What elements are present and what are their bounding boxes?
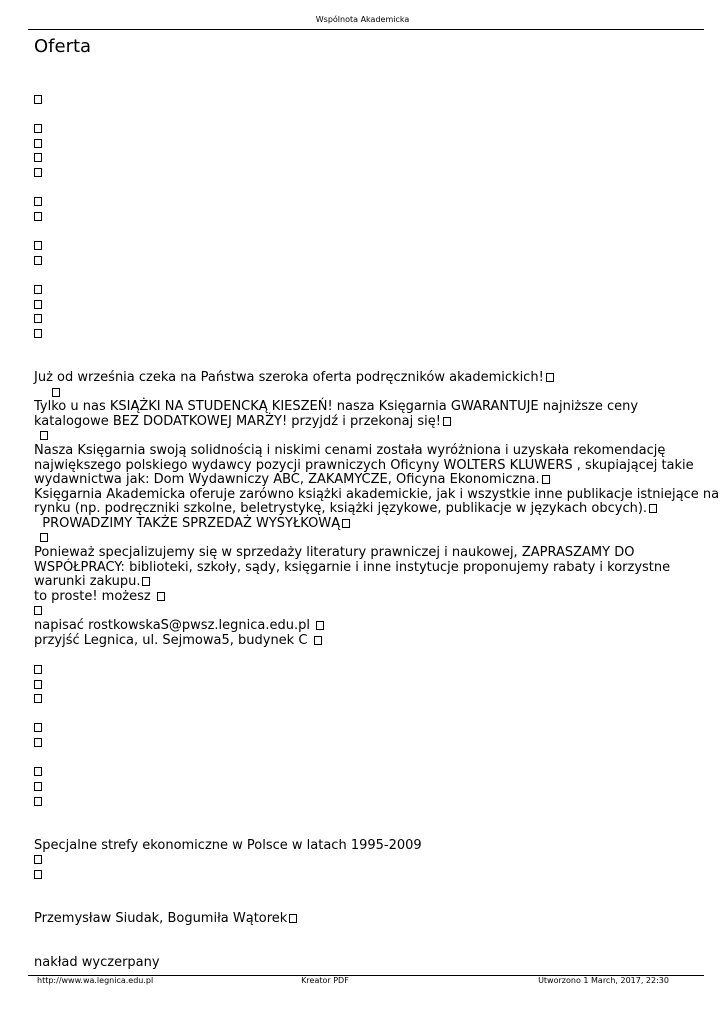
placeholder-glyph [34,150,42,165]
placeholder-glyph [34,253,42,268]
paragraph-line: Ponieważ specjalizujemy się w sprzedaży literatury prawniczej i naukowej, ZAPRASZAMY DO [34,545,635,560]
placeholder-glyph [34,735,42,750]
placeholder-glyph [34,297,42,312]
paragraph-line: warunki zakupu. [34,574,150,589]
paragraph-line: to proste! możesz [34,589,165,604]
email-line: napisać rostkowskaS@pwsz.legnica.edu.pl [34,618,324,633]
placeholder-glyph [34,794,42,809]
placeholder-glyph [34,326,42,341]
placeholder-glyph [34,677,42,692]
address-line: przyjść Legnica, ul. Sejmowa5, budynek C [34,633,322,648]
book-title: Specjalne strefy ekonomiczne w Polsce w latach 1995-2009 [34,838,422,853]
placeholder-glyph [34,764,42,779]
placeholder-glyph [34,209,42,224]
placeholder-glyph [34,852,42,867]
placeholder-glyph [40,530,48,545]
placeholder-glyph [34,779,42,794]
placeholder-glyph [34,92,42,107]
placeholder-glyph [34,121,42,136]
page-header: Wspólnota Akademicka [315,15,410,24]
paragraph-line: Księgarnia Akademicka oferuje zarówno książki akademickie, jak i wszystkie inne publikacje istniejące na [34,487,720,502]
placeholder-glyph [34,136,42,151]
paragraph-line: rynku (np. podręczniki szkolne, beletrystykę, książki językowe, publikacje w językach obcych). [34,501,657,516]
paragraph-line: WSPÓŁPRACY: biblioteki, szkoły, sądy, księgarnie i inne instytucje proponujemy rabaty i korzystne [34,560,671,575]
placeholder-glyph [34,165,42,180]
placeholder-glyph [34,238,42,253]
placeholder-glyph [34,691,42,706]
footer-url: http://www.wa.legnica.edu.pl [37,976,154,985]
placeholder-glyph [34,867,42,882]
footer-created: Utworzono 1 March, 2017, 22:30 [538,976,669,985]
paragraph-line: katalogowe BEZ DODATKOWEJ MARŻY! przyjdź i przekonaj się! [34,414,451,429]
paragraph-line: największego polskiego wydawcy pozycji prawniczych Oficyny WOLTERS KLUWERS , skupiającej takie [34,458,694,473]
placeholder-glyph [34,311,42,326]
placeholder-glyph [34,282,42,297]
placeholder-glyph [40,428,48,443]
page-title: Oferta [34,36,92,57]
book-authors: Przemysław Siudak, Bogumiła Wątorek [34,911,297,926]
placeholder-glyph [52,385,60,400]
book-status: nakład wyczerpany [34,955,160,970]
placeholder-glyph [34,662,42,677]
placeholder-glyph [34,194,42,209]
placeholder-glyph [34,720,42,735]
paragraph-line: wydawnictwa jak: Dom Wydawniczy ABC, ZAKAMYCZE, Oficyna Ekonomiczna. [34,472,550,487]
header-rule [28,29,704,30]
intro-line: Już od września czeka na Państwa szeroka oferta podręczników akademickich! [34,370,554,385]
placeholder-glyph [34,603,42,618]
footer-generator: Kreator PDF [301,976,349,985]
paragraph-line: Tylko u nas KSIĄŻKI NA STUDENCKĄ KIESZEŃ! nasza Księgarnia GWARANTUJE najniższe ceny [34,399,639,414]
paragraph-line: Nasza Księgarnia swoją solidnością i niskimi cenami została wyróżniona i uzyskała rekomendację [34,443,666,458]
paragraph-line: PROWADZIMY TAKŻE SPRZEDAŻ WYSYŁKOWĄ [34,516,350,531]
